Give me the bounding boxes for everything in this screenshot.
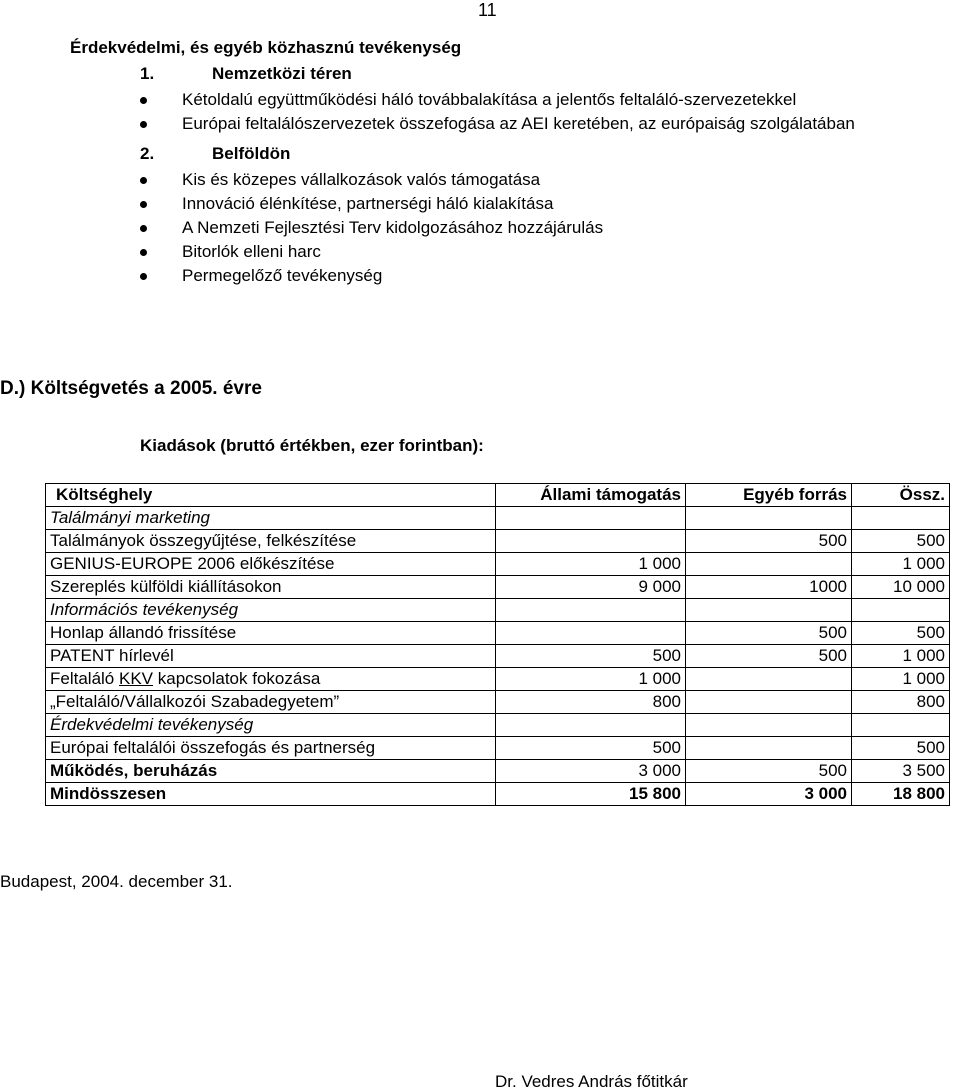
list-item: Kétoldalú együttműködési háló továbbalakítása a jelentős feltaláló-szervezetekkel <box>140 88 855 112</box>
total-value: 3 500 <box>852 760 950 783</box>
item-label: Találmányok összegyűjtése, felkészítése <box>46 530 496 553</box>
place-date: Budapest, 2004. december 31. <box>0 872 233 891</box>
total-value <box>852 714 950 737</box>
subsection-title: Nemzetközi téren <box>212 64 352 83</box>
table-row <box>46 622 950 645</box>
total-value: 1 000 <box>852 668 950 691</box>
total-value: 500 <box>852 622 950 645</box>
state-value <box>496 599 686 622</box>
state-value: 500 <box>496 645 686 668</box>
grand-total-row <box>46 783 950 806</box>
list-item: Innováció élénkítése, partnerségi háló kialakítása <box>140 192 603 216</box>
total-value: 800 <box>852 691 950 714</box>
other-value <box>686 668 852 691</box>
item-label: Szereplés külföldi kiállításokon <box>46 576 496 599</box>
total-value: 10 000 <box>852 576 950 599</box>
total-value: 500 <box>852 737 950 760</box>
table-row <box>46 760 950 783</box>
signature: Dr. Vedres András főtitkár <box>495 1072 688 1091</box>
table-header-row <box>46 484 950 507</box>
state-value: 1 000 <box>496 668 686 691</box>
other-value <box>686 737 852 760</box>
table-row <box>46 530 950 553</box>
other-value <box>686 507 852 530</box>
list-item: Permegelőző tevékenység <box>140 264 603 288</box>
table-row <box>46 691 950 714</box>
total-value <box>852 507 950 530</box>
table-row <box>46 645 950 668</box>
item-label-part: Feltaláló <box>50 669 119 688</box>
list-item: Európai feltalálószervezetek összefogása az AEI keretében, az európaiság szolgálatában <box>140 112 855 136</box>
other-value <box>686 714 852 737</box>
table-row <box>46 507 950 530</box>
list-item: A Nemzeti Fejlesztési Terv kidolgozásához hozzájárulás <box>140 216 603 240</box>
subsection-title: Belföldön <box>212 144 291 163</box>
subsection-international-title <box>140 64 352 84</box>
domestic-list <box>140 168 603 288</box>
other-value <box>686 553 852 576</box>
state-value <box>496 507 686 530</box>
table-row <box>46 599 950 622</box>
state-value <box>496 622 686 645</box>
subsection-domestic-title <box>140 144 290 164</box>
item-label: „Feltaláló/Vállalkozói Szabadegyetem” <box>46 691 496 714</box>
table-caption: Kiadások (bruttó értékben, ezer forintban): <box>140 436 484 455</box>
table-row <box>46 737 950 760</box>
other-value: 500 <box>686 530 852 553</box>
table-row <box>46 576 950 599</box>
other-value: 500 <box>686 622 852 645</box>
table-row <box>46 553 950 576</box>
category-label: Információs tevékenység <box>46 599 496 622</box>
item-label: Európai feltalálói összefogás és partnerség <box>46 737 496 760</box>
international-list <box>140 88 855 136</box>
list-item: Kis és közepes vállalkozások valós támogatása <box>140 168 603 192</box>
category-label: Találmányi marketing <box>46 507 496 530</box>
item-label: PATENT hírlevél <box>46 645 496 668</box>
header-total: Össz. <box>852 484 950 507</box>
total-value: 1 000 <box>852 645 950 668</box>
table-row <box>46 714 950 737</box>
grand-total-label: Mindösszesen <box>46 783 496 806</box>
table-row <box>46 668 950 691</box>
header-other-source: Egyéb forrás <box>686 484 852 507</box>
state-value: 15 800 <box>496 783 686 806</box>
other-value: 3 000 <box>686 783 852 806</box>
other-value <box>686 599 852 622</box>
state-value <box>496 530 686 553</box>
operations-label: Működés, beruházás <box>46 760 496 783</box>
subsection-number: 1. <box>140 64 155 83</box>
category-label: Érdekvédelmi tevékenység <box>46 714 496 737</box>
item-label-part: kapcsolatok fokozása <box>153 669 321 688</box>
item-label <box>46 668 496 691</box>
item-label-underlined: KKV <box>118 669 154 688</box>
other-value: 500 <box>686 645 852 668</box>
other-value: 1000 <box>686 576 852 599</box>
total-value <box>852 599 950 622</box>
list-item: Bitorlók elleni harc <box>140 240 603 264</box>
other-value: 500 <box>686 760 852 783</box>
budget-table <box>45 483 950 806</box>
header-cost-center: Költséghely <box>46 484 496 507</box>
state-value <box>496 714 686 737</box>
item-label: GENIUS-EUROPE 2006 előkészítése <box>46 553 496 576</box>
total-value: 1 000 <box>852 553 950 576</box>
subsection-number: 2. <box>140 144 155 163</box>
state-value: 800 <box>496 691 686 714</box>
other-value <box>686 691 852 714</box>
page-number: 11 <box>478 0 497 20</box>
item-label: Honlap állandó frissítése <box>46 622 496 645</box>
header-state-support: Állami támogatás <box>496 484 686 507</box>
state-value: 9 000 <box>496 576 686 599</box>
total-value: 18 800 <box>852 783 950 806</box>
state-value: 3 000 <box>496 760 686 783</box>
state-value: 1 000 <box>496 553 686 576</box>
section-heading: Érdekvédelmi, és egyéb közhasznú tevékenység <box>70 38 462 57</box>
state-value: 500 <box>496 737 686 760</box>
budget-section-title: D.) Költségvetés a 2005. évre <box>0 378 262 399</box>
total-value: 500 <box>852 530 950 553</box>
